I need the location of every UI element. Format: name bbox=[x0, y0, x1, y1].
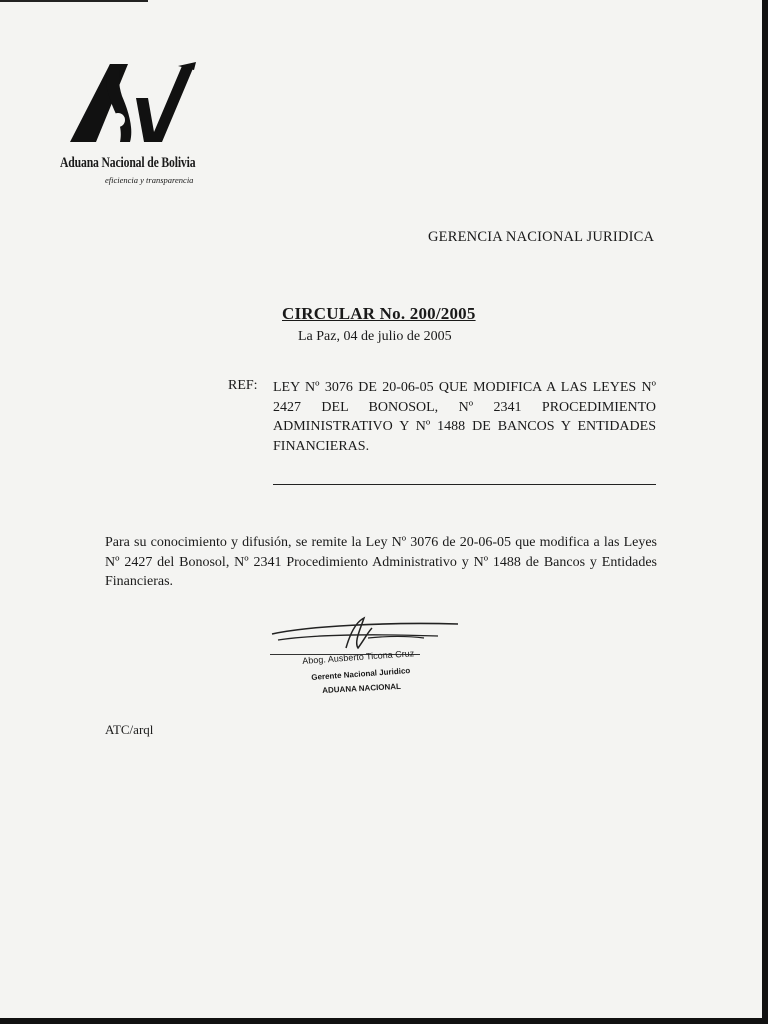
scan-right-edge bbox=[762, 0, 768, 1024]
org-tagline: eficiencia y transparencia bbox=[105, 175, 194, 185]
aduana-logo-icon bbox=[66, 58, 196, 150]
body-paragraph: Para su conocimiento y difusión, se remite la Ley Nº 3076 de 20-06-05 que modifica a las Leyes Nº 2427 del Bonosol, Nº 2341 Procedimiento Administrativo y Nº 1488 de Bancos y Entidades Financieras. bbox=[105, 535, 657, 589]
top-scan-rule bbox=[0, 0, 148, 2]
reference-text: LEY Nº 3076 DE 20-06-05 QUE MODIFICA A LAS LEYES Nº 2427 DEL BONOSOL, Nº 2341 PROCEDIMIENTO ADMINISTRATIVO Y Nº 1488 DE BANCOS Y ENTIDADES FINANCIERAS. bbox=[273, 380, 656, 454]
reference-label: REF: bbox=[228, 378, 258, 393]
department-heading: GERENCIA NACIONAL JURIDICA bbox=[428, 229, 655, 245]
aduana-logo bbox=[60, 58, 210, 188]
signatory-organization: ADUANA NACIONAL bbox=[322, 681, 402, 695]
reference-divider bbox=[273, 484, 656, 485]
reference-initials: ATC/arql bbox=[105, 722, 154, 737]
circular-date: La Paz, 04 de julio de 2005 bbox=[298, 329, 452, 344]
signatory-title: Gerente Nacional Juridico bbox=[311, 666, 411, 682]
signatory-name: Abog. Ausberto Ticona Cruz bbox=[302, 648, 415, 666]
org-name: Aduana Nacional de Bolivia bbox=[60, 155, 196, 171]
circular-title: CIRCULAR No. 200/2005 bbox=[282, 304, 476, 323]
scan-bottom-edge bbox=[0, 1018, 768, 1024]
